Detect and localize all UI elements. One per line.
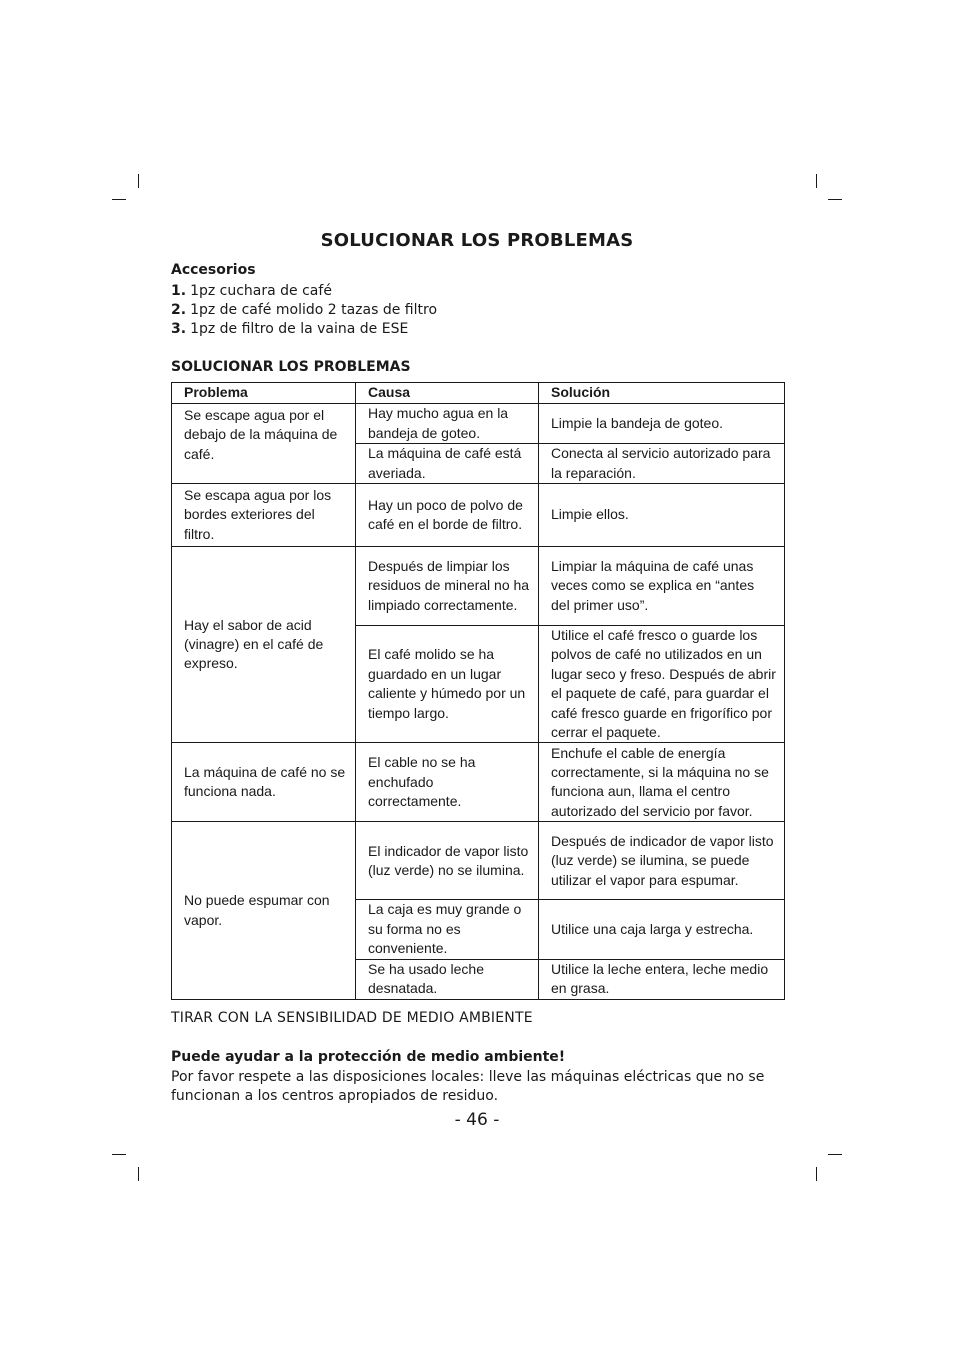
crop-mark-top-left-horizontal [112,199,126,200]
list-item-number: 2. [171,302,187,318]
environment-text: Por favor respete a las disposiciones locales: lleve las máquinas eléctricas que no se funcionan a los centros apropiados de residuo. [171,1069,765,1104]
crop-mark-top-right-horizontal [828,199,842,200]
cause-cell: Después de limpiar los residuos de mineral no ha limpiado correctamente. [356,547,539,626]
troubleshooting-table [171,382,785,1000]
cause-cell: El cable no se ha enchufado correctamente. [356,743,539,822]
list-item [171,320,437,339]
solution-cell: Utilice el café fresco o guarde los polvos de café no utilizados en un lugar seco y freso. Después de abrir el paquete de café, para guardar el café fresco guarde en frigorífico por cerrar el paquete. [539,626,785,743]
solution-cell: Utilice la leche entera, leche medio en grasa. [539,959,785,999]
cause-cell: La máquina de café está averiada. [356,444,539,484]
solution-cell: Conecta al servicio autorizado para la reparación. [539,444,785,484]
solution-cell: Utilice una caja larga y estrecha. [539,900,785,959]
solution-cell: Limpie ellos. [539,484,785,547]
list-item-text: 1pz de café molido 2 tazas de filtro [190,302,438,318]
crop-mark-top-left-vertical [138,174,139,188]
solution-cell: Limpiar la máquina de café unas veces como se explica en “antes del primer uso”. [539,547,785,626]
accessories-heading: Accesorios [171,262,256,278]
environment-subtitle: Puede ayudar a la protección de medio ambiente! [171,1049,566,1065]
solution-cell: Enchufe el cable de energía correctamente, si la máquina no se funciona aun, llama el centro autorizado del servicio por favor. [539,743,785,822]
problem-cell: No puede espumar con vapor. [172,822,356,999]
list-item-text: 1pz cuchara de café [190,283,332,299]
column-header-solution: Solución [539,383,785,404]
table-row [172,484,785,547]
page-title: SOLUCIONAR LOS PROBLEMAS [320,230,634,251]
page-number: - 46 - [454,1110,500,1130]
cause-cell: El indicador de vapor listo (luz verde) no se ilumina. [356,822,539,900]
crop-mark-bottom-left-horizontal [112,1154,126,1155]
list-item-number: 1. [171,283,187,299]
list-item-text: 1pz de filtro de la vaina de ESE [190,321,409,337]
list-item-number: 3. [171,321,187,337]
list-item [171,282,437,301]
cause-cell: La caja es muy grande o su forma no es conveniente. [356,900,539,959]
crop-mark-bottom-right-horizontal [828,1154,842,1155]
crop-mark-bottom-right-vertical [816,1167,817,1181]
table-header-row [172,383,785,404]
table-row [172,822,785,900]
accessories-list [171,282,437,339]
column-header-cause: Causa [356,383,539,404]
solution-cell: Limpie la bandeja de goteo. [539,404,785,444]
cause-cell: Se ha usado leche desnatada. [356,959,539,999]
table-row [172,404,785,444]
cause-cell: Hay mucho agua en la bandeja de goteo. [356,404,539,444]
environment-title: TIRAR CON LA SENSIBILIDAD DE MEDIO AMBIENTE [171,1010,533,1026]
troubleshooting-heading: SOLUCIONAR LOS PROBLEMAS [171,359,411,375]
crop-mark-bottom-left-vertical [138,1167,139,1181]
problem-cell: Se escapa agua por los bordes exteriores del filtro. [172,484,356,547]
solution-cell: Después de indicador de vapor listo (luz verde) se ilumina, se puede utilizar el vapor para espumar. [539,822,785,900]
problem-cell: La máquina de café no se funciona nada. [172,743,356,822]
column-header-problem: Problema [172,383,356,404]
problem-cell: Se escape agua por el debajo de la máquina de café. [172,404,356,484]
table-row [172,743,785,822]
cause-cell: El café molido se ha guardado en un lugar caliente y húmedo por un tiempo largo. [356,626,539,743]
problem-cell: Hay el sabor de acid (vinagre) en el café de expreso. [172,547,356,743]
cause-cell: Hay un poco de polvo de café en el borde de filtro. [356,484,539,547]
crop-mark-top-right-vertical [816,174,817,188]
table-row [172,547,785,626]
list-item [171,301,437,320]
